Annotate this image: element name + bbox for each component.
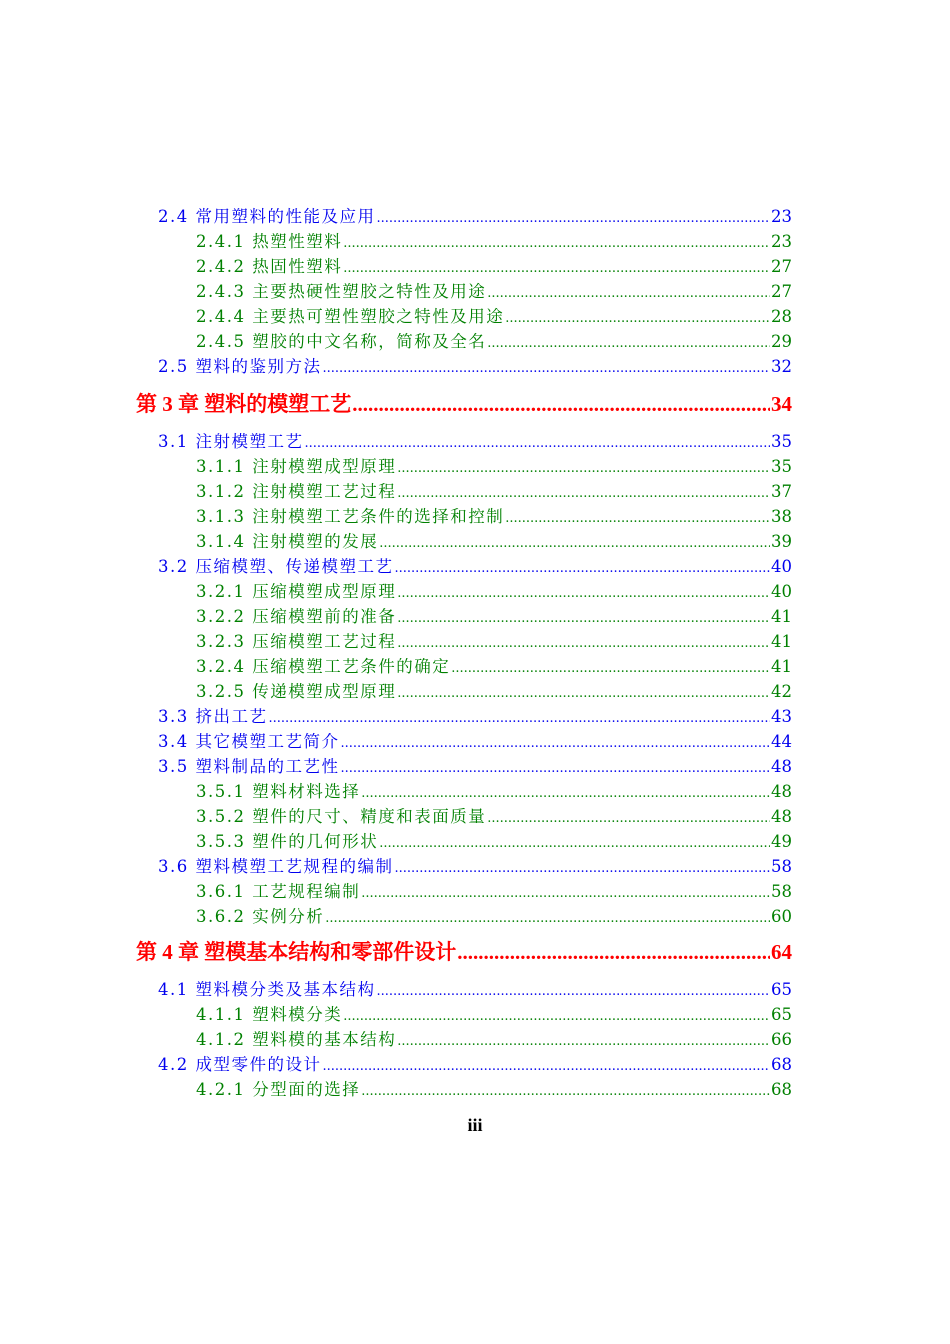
toc-entry[interactable] [196,303,792,327]
toc-entry[interactable] [196,628,792,652]
toc-entry-label: 3.2.5 传递模塑成型原理 [196,682,397,701]
toc-entry[interactable] [196,1001,792,1025]
dot-leader [361,886,770,901]
dot-leader [487,336,770,351]
toc-entry-label: 3.1.4 注射模塑的发展 [196,532,379,551]
toc-entry-label: 3.3 挤出工艺 [158,707,268,726]
dot-leader [352,392,770,417]
toc-entry[interactable] [196,828,792,852]
toc-entry[interactable] [196,328,792,352]
dot-leader [305,436,771,451]
toc-entry[interactable] [196,1026,792,1050]
dot-leader [397,1034,770,1049]
toc-entry-label: 3.2.1 压缩模塑成型原理 [196,582,397,601]
toc-entry-label: 3.2.2 压缩模塑前的准备 [196,607,397,626]
dot-leader [341,761,771,776]
toc-page-number: 41 [771,657,792,676]
toc-page-number: 58 [771,882,792,901]
toc-page-number: 43 [771,707,792,726]
dot-leader [361,786,770,801]
toc-entry[interactable] [158,1051,792,1075]
dot-leader [487,811,770,826]
dot-leader [505,511,770,526]
toc-entry[interactable] [196,453,792,477]
toc-entry[interactable] [196,528,792,552]
toc-entry-label: 2.4.3 主要热硬性塑胶之特性及用途 [196,282,487,301]
dot-leader [377,984,771,999]
toc-page-number: 44 [771,732,792,751]
toc-entry-label: 4.2.1 分型面的选择 [196,1080,361,1099]
toc-entry[interactable] [196,653,792,677]
toc-entry-label: 2.4.5 塑胶的中文名称，简称及全名 [196,332,487,351]
dot-leader [323,361,771,376]
toc-page-number: 48 [771,757,792,776]
toc-page-number: 37 [771,482,792,501]
toc-page-number: 32 [771,357,792,376]
toc-entry-label: 3.1.3 注射模塑工艺条件的选择和控制 [196,507,505,526]
toc-page-number: 65 [771,980,792,999]
toc-page-number: 38 [771,507,792,526]
dot-leader [505,311,770,326]
toc-entry-label: 3.6 塑料模塑工艺规程的编制 [158,857,394,876]
toc-entry-label: 2.4.1 热塑性塑料 [196,232,343,251]
dot-leader [397,611,770,626]
toc-entry[interactable] [196,578,792,602]
toc-entry[interactable] [196,803,792,827]
toc-entry-label: 3.1.1 注射模塑成型原理 [196,457,397,476]
toc-entry-label: 3.2.4 压缩模塑工艺条件的确定 [196,657,451,676]
dot-leader [397,486,770,501]
toc-entry-label: 4.1.1 塑料模分类 [196,1005,343,1024]
toc-entry[interactable] [196,778,792,802]
dot-leader [397,636,770,651]
toc-page-number: 23 [771,207,792,226]
toc-entry[interactable] [196,878,792,902]
toc-page-number: 48 [771,807,792,826]
toc-entry[interactable] [158,428,792,452]
toc-entry[interactable] [196,678,792,702]
toc-chapter-entry[interactable] [136,388,792,418]
toc-page-number: 35 [771,432,792,451]
toc-page-number: 27 [771,257,792,276]
toc-entry[interactable] [158,203,792,227]
dot-leader [451,661,770,676]
dot-leader [361,1084,770,1099]
toc-page-number: 68 [771,1055,792,1074]
toc-chapter-label: 第 3 章 塑料的模塑工艺 [136,392,352,416]
toc-entry[interactable] [158,353,792,377]
dot-leader [323,1059,771,1074]
toc-entry-label: 4.1.2 塑料模的基本结构 [196,1030,397,1049]
toc-entry-label: 3.4 其它模塑工艺简介 [158,732,340,751]
toc-page-number: 60 [771,907,792,926]
toc-entry[interactable] [158,976,792,1000]
toc-entry[interactable] [196,253,792,277]
toc-entry[interactable] [196,228,792,252]
toc-entry[interactable] [196,603,792,627]
dot-leader [395,561,771,576]
dot-leader [379,536,770,551]
dot-leader [325,911,770,926]
toc-page-number: 39 [771,532,792,551]
dot-leader [397,461,770,476]
toc-page-number: 41 [771,607,792,626]
toc-entry-label: 2.4.2 热固性塑料 [196,257,343,276]
toc-page-number: 23 [771,232,792,251]
toc-page-number: 40 [771,557,792,576]
toc-entry[interactable] [158,728,792,752]
toc-entry-label: 3.2.3 压缩模塑工艺过程 [196,632,397,651]
toc-page-number: 40 [771,582,792,601]
toc-entry-label: 3.5.3 塑件的几何形状 [196,832,379,851]
toc-entry-label: 3.6.1 工艺规程编制 [196,882,361,901]
toc-entry[interactable] [196,278,792,302]
dot-leader [269,711,771,726]
toc-entry-label: 3.6.2 实例分析 [196,907,325,926]
toc-entry[interactable] [158,553,792,577]
toc-entry-label: 2.4.4 主要热可塑性塑胶之特性及用途 [196,307,505,326]
toc-page-number: 49 [771,832,792,851]
toc-page-number: 68 [771,1080,792,1099]
toc-chapter-entry[interactable] [136,936,792,966]
dot-leader [379,836,770,851]
dot-leader [397,686,770,701]
toc-entry[interactable] [158,703,792,727]
toc-entry-label: 2.4 常用塑料的性能及应用 [158,207,376,226]
dot-leader [395,861,771,876]
toc-page-number: 42 [771,682,792,701]
dot-leader [343,1009,770,1024]
toc-entry[interactable] [196,503,792,527]
dot-leader [343,261,770,276]
toc-entry[interactable] [158,753,792,777]
toc-entry-label: 3.1 注射模塑工艺 [158,432,304,451]
dot-leader [341,736,771,751]
dot-leader [457,940,770,965]
toc-entry-label: 3.5.2 塑件的尺寸、精度和表面质量 [196,807,487,826]
toc-entry-label: 3.5 塑料制品的工艺性 [158,757,340,776]
toc-page-number: 64 [771,940,792,964]
toc-entry-label: 2.5 塑料的鉴别方法 [158,357,322,376]
toc-entry[interactable] [196,1076,792,1100]
toc-entry-label: 3.5.1 塑料材料选择 [196,782,361,801]
toc-page-number: 34 [771,392,792,416]
toc-page-number: 35 [771,457,792,476]
dot-leader [487,286,770,301]
toc-page-number: 29 [771,332,792,351]
toc-entry-label: 4.1 塑料模分类及基本结构 [158,980,376,999]
toc-chapter-label: 第 4 章 塑模基本结构和零部件设计 [136,940,457,964]
toc-entry-label: 4.2 成型零件的设计 [158,1055,322,1074]
toc-page-number: 48 [771,782,792,801]
dot-leader [343,236,770,251]
toc-entry-label: 3.1.2 注射模塑工艺过程 [196,482,397,501]
toc-page-number: 66 [771,1030,792,1049]
toc-page-number: 27 [771,282,792,301]
toc-entry[interactable] [196,903,792,927]
dot-leader [377,211,771,226]
toc-page-number: 28 [771,307,792,326]
toc-page-number: 41 [771,632,792,651]
toc-entry[interactable] [158,853,792,877]
page-number: iii [467,1115,483,1135]
toc-entry[interactable] [196,478,792,502]
dot-leader [397,586,770,601]
toc-page-number: 58 [771,857,792,876]
toc-page-number: 65 [771,1005,792,1024]
toc-entry-label: 3.2 压缩模塑、传递模塑工艺 [158,557,394,576]
